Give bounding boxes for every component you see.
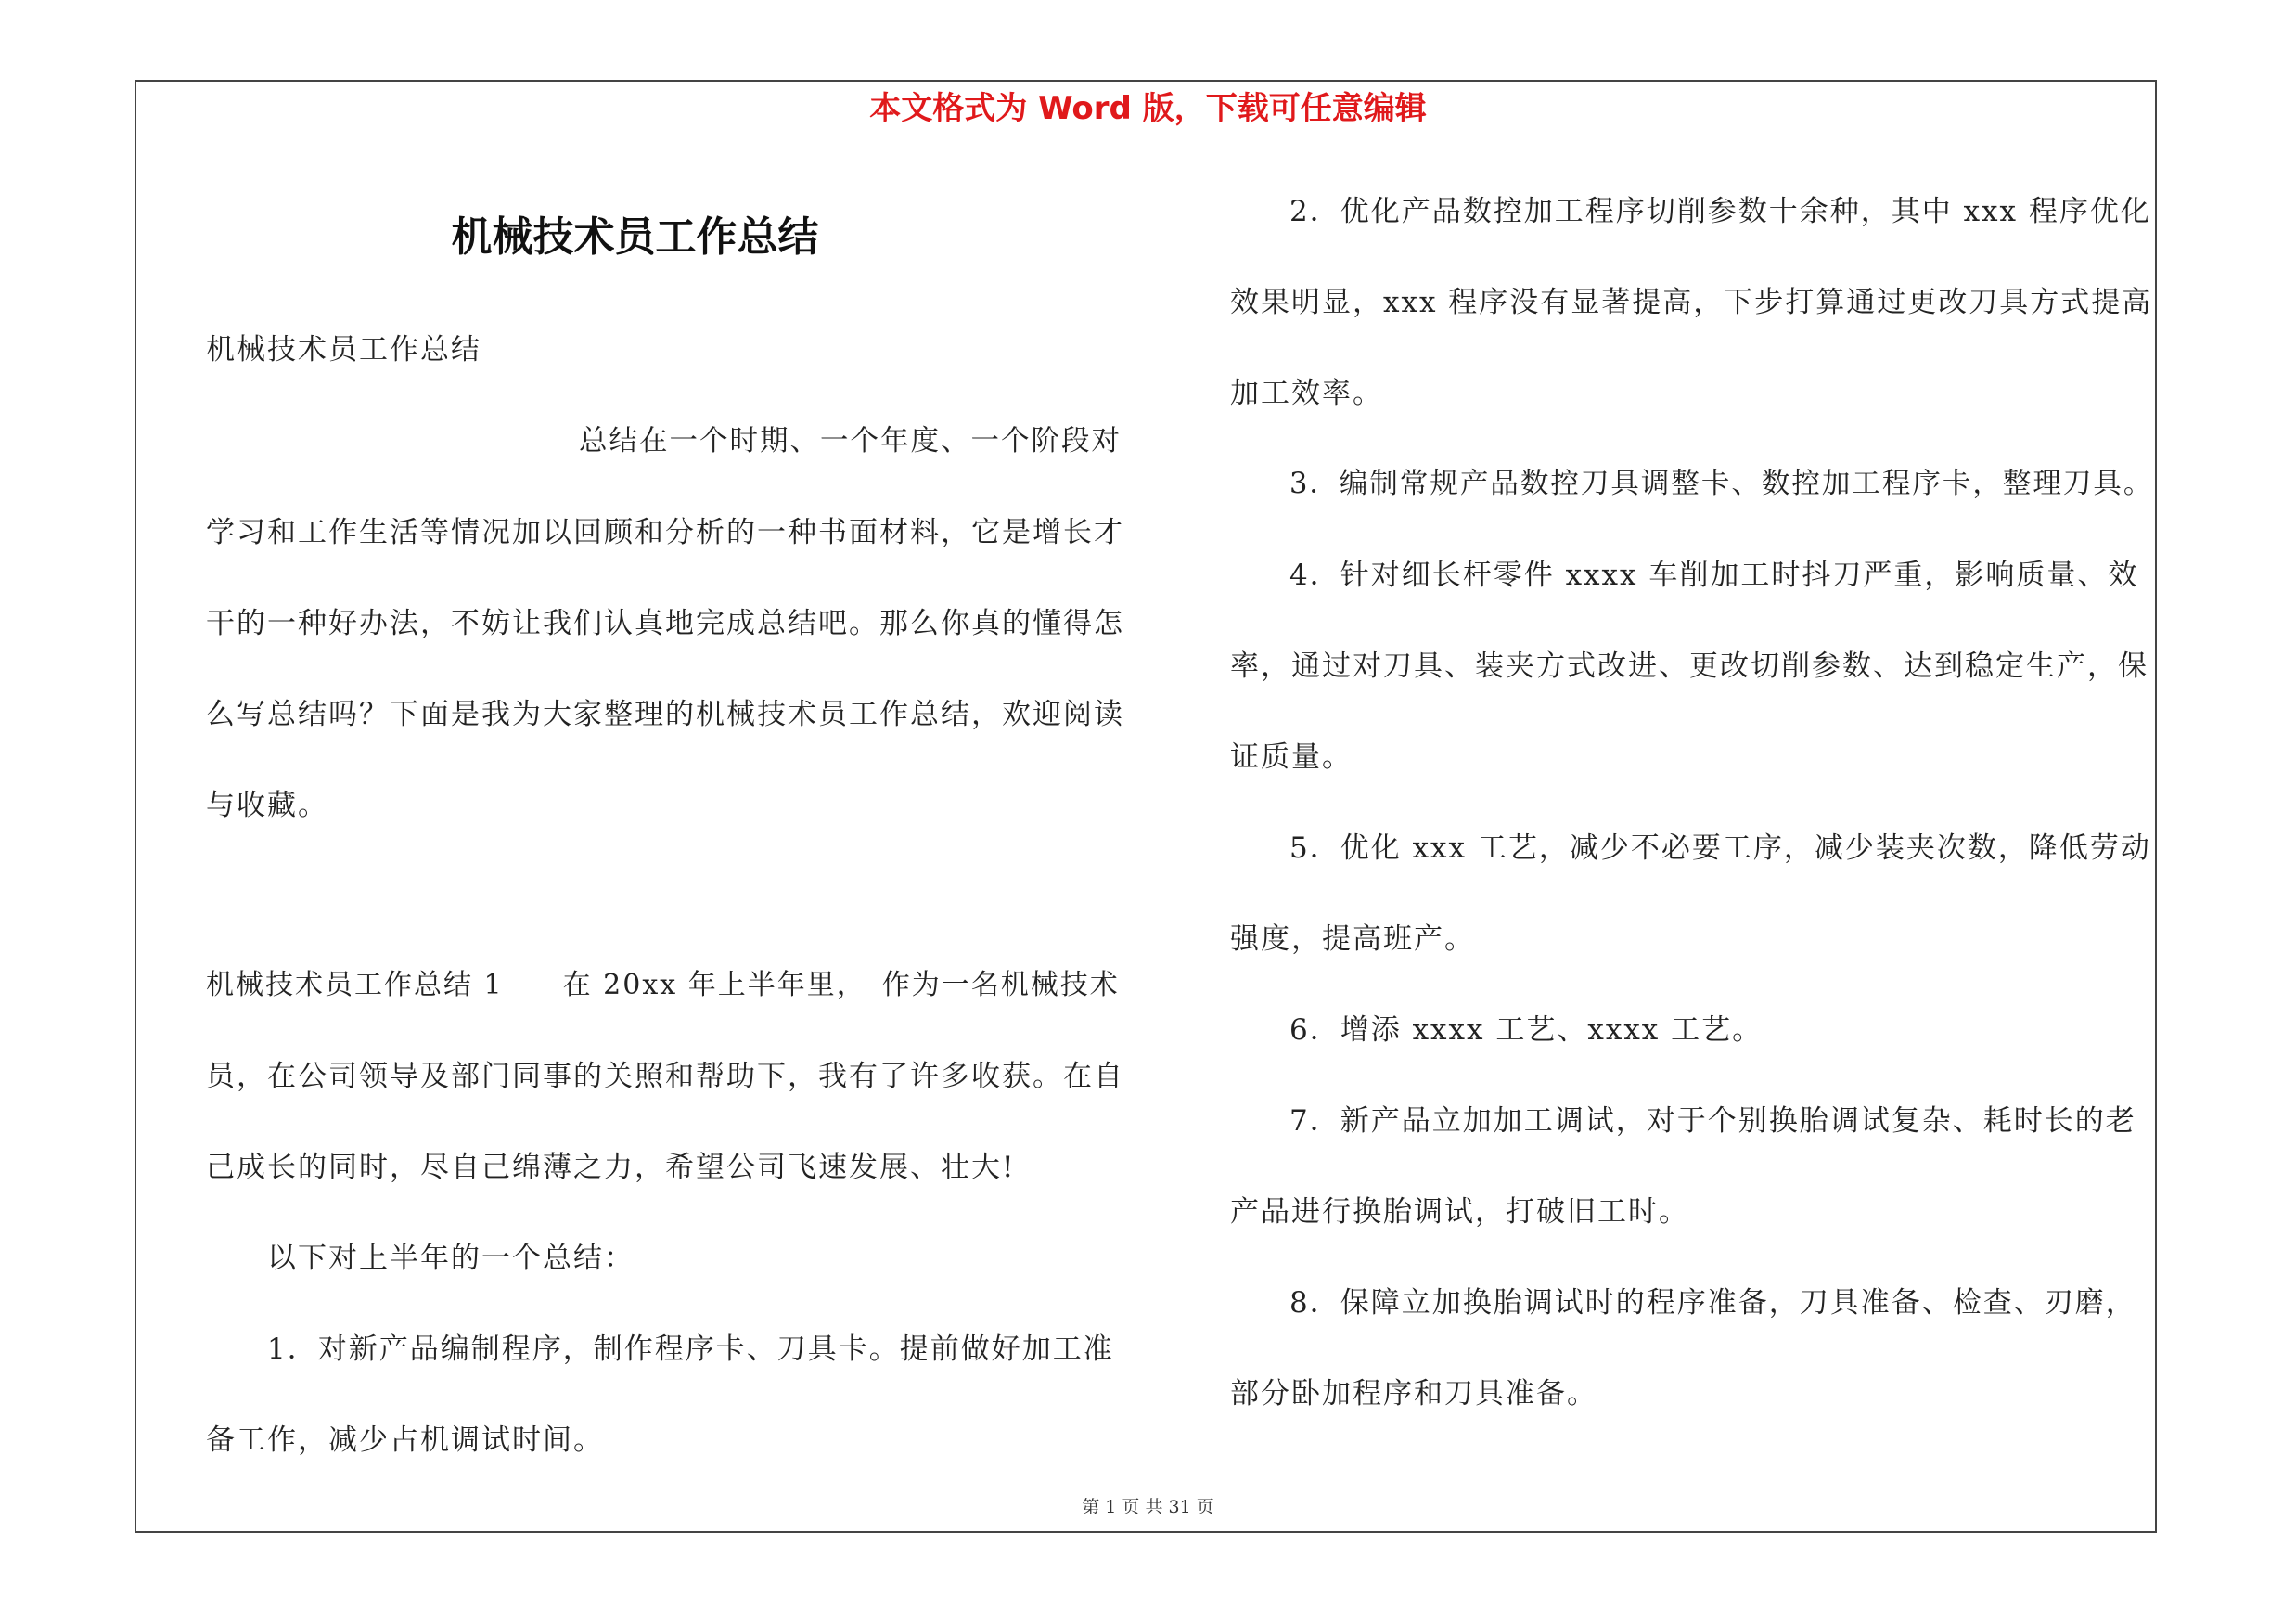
right-paragraph-line: 加工效率。	[1230, 377, 1383, 410]
left-paragraph-line: 员，在公司领导及部门同事的关照和帮助下，我有了许多收获。在自	[206, 1060, 1124, 1093]
left-paragraph-line: 学习和工作生活等情况加以回顾和分析的一种书面材料，它是增长才	[206, 516, 1124, 549]
right-paragraph-line: 率，通过对刀具、装夹方式改进、更改切削参数、达到稳定生产，保	[1230, 650, 2148, 683]
right-paragraph-line: 6．增添 xxxx 工艺、xxxx 工艺。	[1289, 1013, 1764, 1047]
right-paragraph-line: 5．优化 xxx 工艺，减少不必要工序，减少装夹次数，降低劳动	[1289, 831, 2151, 865]
format-notice-banner: 本文格式为 Word 版，下载可任意编辑	[869, 90, 1427, 127]
left-paragraph-line: 么写总结吗？下面是我为大家整理的机械技术员工作总结，欢迎阅读	[206, 698, 1124, 731]
left-paragraph-line: 机械技术员工作总结 1 在 20xx 年上半年里， 作为一名机械技术	[206, 969, 1120, 1001]
left-paragraph-line: 备工作，减少占机调试时间。	[206, 1423, 604, 1457]
left-paragraph-line: 机械技术员工作总结	[206, 333, 481, 367]
right-paragraph-line: 强度，提高班产。	[1230, 922, 1475, 956]
left-paragraph-line: 1．对新产品编制程序，制作程序卡、刀具卡。提前做好加工准	[267, 1333, 1114, 1366]
right-paragraph-line: 4．针对细长杆零件 xxxx 车削加工时抖刀严重，影响质量、效	[1289, 559, 2139, 592]
right-paragraph-line: 2．优化产品数控加工程序切削参数十余种，其中 xxx 程序优化	[1289, 195, 2151, 228]
page-number-footer: 第 1 页 共 31 页	[1082, 1497, 1214, 1517]
left-paragraph-line: 总结在一个时期、一个年度、一个阶段对	[579, 425, 1122, 457]
right-paragraph-line: 部分卧加程序和刀具准备。	[1230, 1377, 1597, 1410]
left-paragraph-line: 干的一种好办法，不妨让我们认真地完成总结吧。那么你真的懂得怎	[206, 607, 1124, 640]
right-paragraph-line: 证质量。	[1230, 741, 1353, 774]
left-paragraph-line: 以下对上半年的一个总结：	[267, 1242, 635, 1275]
right-paragraph-line: 效果明显，xxx 程序没有显著提高，下步打算通过更改刀具方式提高	[1230, 286, 2153, 319]
left-paragraph-line: 与收藏。	[206, 789, 328, 822]
right-paragraph-line: 3．编制常规产品数控刀具调整卡、数控加工程序卡，整理刀具。	[1289, 468, 2154, 500]
document-title: 机械技术员工作总结	[451, 213, 819, 261]
right-paragraph-line: 7．新产品立加加工调试，对于个别换胎调试复杂、耗时长的老	[1289, 1104, 2136, 1138]
right-paragraph-line: 8．保障立加换胎调试时的程序准备，刀具准备、检查、刃磨，	[1289, 1286, 2136, 1320]
left-paragraph-line: 己成长的同时，尽自己绵薄之力，希望公司飞速发展、壮大!	[206, 1151, 1016, 1184]
right-paragraph-line: 产品进行换胎调试，打破旧工时。	[1230, 1195, 1689, 1229]
